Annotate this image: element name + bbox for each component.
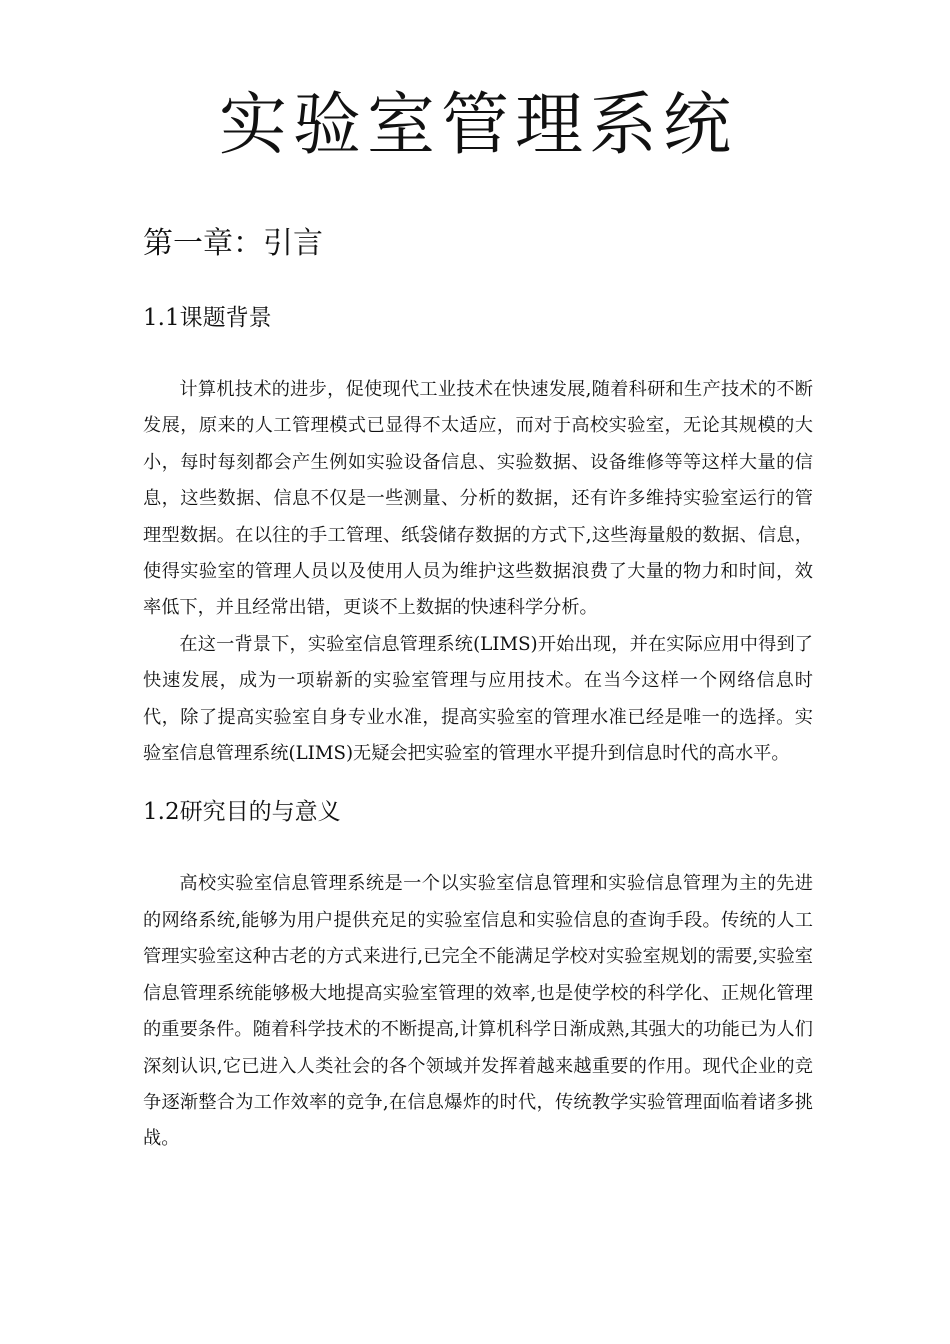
chapter-heading: 第一章：引言 bbox=[143, 226, 323, 261]
section-body-purpose bbox=[143, 866, 813, 1157]
section-heading-purpose: 1.2研究目的与意义 bbox=[143, 799, 341, 826]
paragraph: 计算机技术的进步，促使现代工业技术在快速发展,随着科研和生产技术的不断发展，原来的人工管理模式已显得不太适应，而对于高校实验室，无论其规模的大小，每时每刻都会产生例如实验设备信息、实验数据、设备维修等等这样大量的信息，这些数据、信息不仅是一些测量、分析的数据，还有许多维持实验室运行的管理型数据。在以往的手工管理、纸袋储存数据的方式下,这些海量般的数据、信息，使得实验室的管理人员以及使用人员为维护这些数据浪费了大量的物力和时间，效率低下，并且经常出错，更谈不上数据的快速科学分析。 bbox=[143, 379, 813, 619]
section-heading-background: 1.1课题背景 bbox=[143, 305, 272, 331]
document-title: 实验室管理系统 bbox=[218, 86, 737, 165]
paragraph: 高校实验室信息管理系统是一个以实验室信息管理和实验信息管理为主的先进的网络系统,能够为用户提供充足的实验室信息和实验信息的查询手段。传统的人工管理实验室这种古老的方式来进行,已完全不能满足学校对实验室规划的需要,实验室信息管理系统能够极大地提高实验室管理的效率,也是使学校的科学化、正规化管理的重要条件。随着科学技术的不断提高,计算机科学日渐成熟,其强大的功能已为人们深刻认识,它已进入人类社会的各个领域并发挥着越来越重要的作用。现代企业的竞争逐渐整合为工作效率的竞争,在信息爆炸的时代，传统教学实验管理面临着诸多挑战。 bbox=[143, 873, 813, 1150]
paragraph: 在这一背景下，实验室信息管理系统(LIMS)开始出现，并在实际应用中得到了快速发展，成为一项崭新的实验室管理与应用技术。在当今这样一个网络信息时代，除了提高实验室自身专业水准，提高实验室的管理水准已经是唯一的选择。实验室信息管理系统(LIMS)无疑会把实验室的管理水平提升到信息时代的高水平。 bbox=[143, 633, 813, 765]
section-body-background bbox=[143, 372, 813, 772]
